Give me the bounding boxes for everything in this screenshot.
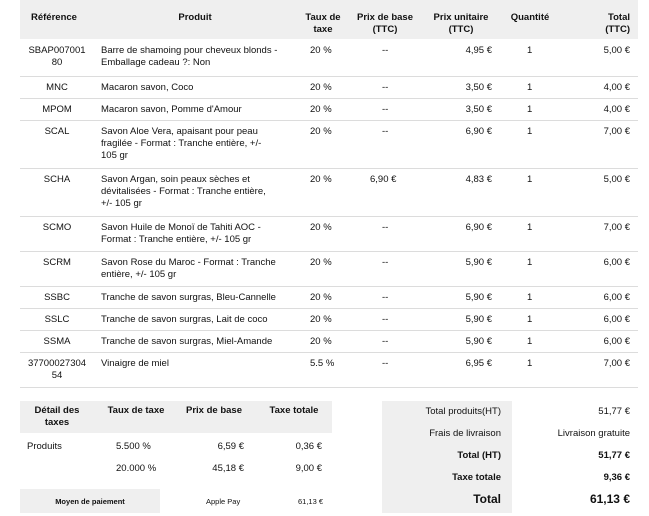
- row-product: Vinaigre de miel: [101, 358, 169, 369]
- row-unit-price: 6,90 €: [465, 222, 492, 233]
- payment-method: Apple Pay: [206, 497, 241, 506]
- row-base-price: --: [382, 82, 389, 93]
- row-unit-price: 5,90 €: [465, 314, 492, 325]
- row-reference: SBAP007001 80: [28, 45, 86, 68]
- row-tax: 20 %: [310, 336, 332, 347]
- row-base-price: --: [382, 104, 389, 115]
- row-reference: SSMA: [43, 336, 71, 347]
- row-tax: 20 %: [310, 104, 332, 115]
- tax-rate-heading: Taux de taxe: [107, 405, 165, 416]
- row-tax: 20 %: [310, 292, 332, 303]
- row-divider: [20, 251, 638, 252]
- row-quantity: 1: [527, 174, 533, 185]
- summary-shipping-label: Frais de livraison: [429, 428, 501, 439]
- row-base-price: --: [382, 257, 389, 268]
- row-quantity: 1: [527, 257, 533, 268]
- row-base-price: --: [382, 358, 389, 369]
- row-unit-price: 4,95 €: [465, 45, 492, 56]
- row-base-price: 6,90 €: [370, 174, 397, 185]
- row-quantity: 1: [527, 45, 533, 56]
- row-product: Tranche de savon surgras, Lait de coco: [101, 314, 268, 325]
- row-quantity: 1: [527, 222, 533, 233]
- row-product: Savon Argan, soin peaux sèches et dévitalisées - Format : Tranche entière, +/- 105 gr: [101, 174, 266, 209]
- row-unit-price: 3,50 €: [465, 82, 492, 93]
- row-base-price: --: [382, 45, 389, 56]
- row-reference: SCRM: [43, 257, 71, 268]
- row-base-price: --: [382, 292, 389, 303]
- row-unit-price: 3,50 €: [465, 104, 492, 115]
- row-unit-price: 5,90 €: [465, 336, 492, 347]
- row-base-price: --: [382, 222, 389, 233]
- tax-row-base: 6,59 €: [217, 441, 244, 452]
- row-reference: SSBC: [44, 292, 70, 303]
- row-product: Savon Huile de Monoï de Tahiti AOC - Format : Tranche entière, +/- 105 gr: [101, 222, 261, 245]
- row-reference: 37700027304 54: [27, 358, 87, 381]
- summary-total-ht-label: Total (HT): [457, 450, 501, 461]
- row-divider: [20, 352, 638, 353]
- summary-total: 61,13 €: [589, 492, 630, 506]
- row-total: 5,00 €: [603, 174, 630, 185]
- row-total: 4,00 €: [603, 104, 630, 115]
- payment-label: Moyen de paiement: [55, 497, 125, 506]
- row-divider: [20, 76, 638, 77]
- row-product: Macaron savon, Pomme d'Amour: [101, 104, 242, 115]
- tax-base-heading: Prix de base: [186, 405, 242, 416]
- col-reference: Référence: [31, 12, 77, 23]
- tax-row-base: 45,18 €: [212, 463, 244, 474]
- tax-row-label: Produits: [27, 441, 62, 452]
- row-reference: MNC: [46, 82, 68, 93]
- row-base-price: --: [382, 314, 389, 325]
- row-tax: 20 %: [310, 82, 332, 93]
- row-quantity: 1: [527, 82, 533, 93]
- row-product: Tranche de savon surgras, Miel-Amande: [101, 336, 273, 347]
- row-total: 7,00 €: [603, 222, 630, 233]
- summary-products-ht: 51,77 €: [598, 406, 630, 417]
- row-base-price: --: [382, 336, 389, 347]
- summary-tax-total-label: Taxe totale: [452, 472, 501, 483]
- row-tax: 20 %: [310, 314, 332, 325]
- row-total: 4,00 €: [603, 82, 630, 93]
- row-quantity: 1: [527, 104, 533, 115]
- tax-row-total: 9,00 €: [295, 463, 322, 474]
- summary-total-ht: 51,77 €: [598, 450, 630, 461]
- summary-tax-total: 9,36 €: [603, 472, 630, 483]
- row-quantity: 1: [527, 126, 533, 137]
- tax-row-rate: 5.500 %: [116, 441, 151, 452]
- row-total: 6,00 €: [603, 314, 630, 325]
- row-quantity: 1: [527, 336, 533, 347]
- row-reference: SSLC: [44, 314, 70, 325]
- tax-row-total: 0,36 €: [295, 441, 322, 452]
- col-product: Produit: [178, 12, 212, 23]
- row-tax: 20 %: [310, 174, 332, 185]
- row-divider: [20, 308, 638, 309]
- row-base-price: --: [382, 126, 389, 137]
- row-tax: 20 %: [310, 257, 332, 268]
- row-reference: MPOM: [42, 104, 72, 115]
- row-total: 7,00 €: [603, 126, 630, 137]
- row-tax: 5.5 %: [310, 358, 335, 369]
- row-total: 5,00 €: [603, 45, 630, 56]
- row-reference: SCMO: [42, 222, 72, 233]
- row-divider: [20, 216, 638, 217]
- row-quantity: 1: [527, 314, 533, 325]
- row-total: 6,00 €: [603, 292, 630, 303]
- row-unit-price: 5,90 €: [465, 257, 492, 268]
- row-unit-price: 5,90 €: [465, 292, 492, 303]
- row-divider: [20, 387, 638, 388]
- payment-amount: 61,13 €: [298, 497, 324, 506]
- col-quantity: Quantité: [510, 12, 550, 23]
- row-product: Savon Rose du Maroc - Format : Tranche entière, +/- 105 gr: [101, 257, 276, 280]
- col-tax-rate: Taux de taxe: [305, 12, 341, 35]
- row-product: Savon Aloe Vera, apaisant pour peau fragilée - Format : Tranche entière, +/- 105 gr: [101, 126, 262, 161]
- row-unit-price: 4,83 €: [465, 174, 492, 185]
- row-total: 7,00 €: [603, 358, 630, 369]
- row-quantity: 1: [527, 358, 533, 369]
- row-divider: [20, 98, 638, 99]
- summary-products-ht-label: Total produits(HT): [425, 406, 501, 417]
- tax-detail-heading: Détail des taxes: [34, 405, 80, 428]
- summary-shipping: Livraison gratuite: [557, 428, 630, 439]
- row-total: 6,00 €: [603, 257, 630, 268]
- row-divider: [20, 168, 638, 169]
- row-tax: 20 %: [310, 126, 332, 137]
- col-total: Total (TTC): [605, 12, 630, 35]
- summary-total-label: Total: [473, 492, 501, 506]
- row-product: Barre de shamoing pour cheveux blonds - Emballage cadeau ?: Non: [101, 45, 278, 68]
- row-tax: 20 %: [310, 222, 332, 233]
- row-quantity: 1: [527, 292, 533, 303]
- row-unit-price: 6,95 €: [465, 358, 492, 369]
- row-product: Tranche de savon surgras, Bleu-Cannelle: [101, 292, 276, 303]
- row-tax: 20 %: [310, 45, 332, 56]
- tax-total-heading: Taxe totale: [269, 405, 319, 416]
- row-divider: [20, 286, 638, 287]
- row-product: Macaron savon, Coco: [101, 82, 194, 93]
- tax-row-rate: 20.000 %: [116, 463, 157, 474]
- row-divider: [20, 330, 638, 331]
- col-base-price: Prix de base (TTC): [357, 12, 413, 35]
- row-divider: [20, 120, 638, 121]
- row-total: 6,00 €: [603, 336, 630, 347]
- col-unit-price: Prix unitaire (TTC): [433, 12, 489, 35]
- row-reference: SCHA: [43, 174, 71, 185]
- row-reference: SCAL: [44, 126, 70, 137]
- row-unit-price: 6,90 €: [465, 126, 492, 137]
